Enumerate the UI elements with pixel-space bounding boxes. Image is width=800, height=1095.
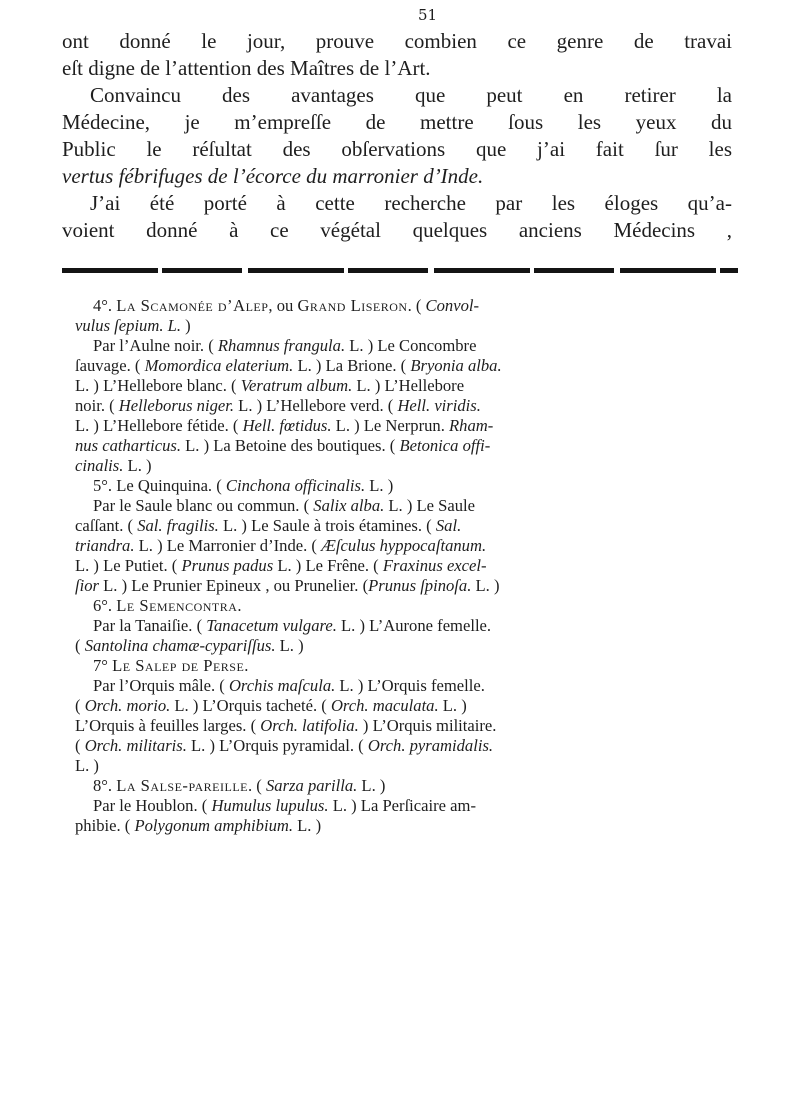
text-run: Humulus lupulus. <box>211 796 329 815</box>
text-run: . <box>244 656 249 675</box>
text-run: L. ) Le Prunier Epineux , ou Prunelier. ( <box>98 576 369 595</box>
text-line <box>75 336 727 356</box>
text-run: Le Semencontra <box>116 596 238 615</box>
text-line <box>75 356 727 376</box>
text-line <box>75 516 727 536</box>
text-run: 7° <box>93 656 113 675</box>
text-run: Helleborus niger. <box>118 396 235 415</box>
text-run: Cinchona officinalis. <box>225 476 366 495</box>
text-line <box>75 816 727 836</box>
section-heading-7 <box>75 656 727 676</box>
text-line <box>75 636 727 656</box>
text-run: Convol- <box>425 296 480 315</box>
text-run: L. ) L’Hellebore blanc. ( <box>75 376 241 395</box>
text-line: J’ai été porté à cette recherche par les éloges qu’a- <box>90 191 732 215</box>
text-run: noir. ( <box>75 396 119 415</box>
text-run: Rhamnus frangula. <box>217 336 346 355</box>
text-run: 8°. <box>93 776 117 795</box>
plant-list <box>75 296 727 836</box>
text-run: Par l’Orquis mâle. ( <box>93 676 229 695</box>
text-line <box>75 536 727 556</box>
text-run: ſior <box>75 576 99 595</box>
text-line: Public le réſultat des obſervations que j’ai fait ſur les <box>62 137 732 161</box>
text-run: L. ) L’Orquis femelle. <box>335 676 485 695</box>
text-run: Veratrum album. <box>240 376 353 395</box>
text-line <box>75 316 727 336</box>
text-run: L. ) Le Concombre <box>345 336 477 355</box>
text-run: Par le Saule blanc ou commun. ( <box>93 496 314 515</box>
text-run: Santolina chamæ-cypariſſus. <box>84 636 276 655</box>
text-run: Hell. viridis. <box>397 396 481 415</box>
text-run: ) L’Orquis militaire. <box>358 716 497 735</box>
text-run: L. ) <box>471 576 500 595</box>
text-run: L. ) Le Frêne. ( <box>273 556 383 575</box>
text-run: L. ) L’Hellebore <box>352 376 465 395</box>
section-heading-8 <box>75 776 727 796</box>
text-run: Tanacetum vulgare. <box>206 616 337 635</box>
text-run: Prunus padus <box>181 556 274 575</box>
text-line: ont donné le jour, prouve combien ce genre de travai <box>62 29 732 53</box>
text-line <box>75 556 727 576</box>
text-line: eſt digne de l’attention des Maîtres de l’Art. <box>62 56 431 80</box>
text-line <box>75 696 727 716</box>
text-run: cinalis. <box>75 456 124 475</box>
text-run: L. ) L’Hellebore verd. ( <box>234 396 398 415</box>
text-run: , ou <box>268 296 298 315</box>
text-run: L. ) La Perſicaire am- <box>328 796 476 815</box>
text-run: Fraxinus excel- <box>382 556 487 575</box>
text-run: L. ) L’Orquis tacheté. ( <box>170 696 331 715</box>
text-line: voient donné à ce végétal quelques anciens Médecins , <box>62 218 732 242</box>
text-run: ( <box>75 696 85 715</box>
text-run: L. ) La Brione. ( <box>293 356 411 375</box>
text-line <box>75 396 727 416</box>
text-run: L. ) Le Nerprun. <box>331 416 450 435</box>
text-run: Momordica elaterium. <box>144 356 294 375</box>
text-run: Rham- <box>449 416 494 435</box>
text-run: Betonica offi- <box>399 436 491 455</box>
text-run: Bryonia alba. <box>410 356 502 375</box>
text-run: nus catharticus. <box>75 436 182 455</box>
text-run: Orchis maſcula. <box>228 676 336 695</box>
text-run: phibie. ( <box>75 816 135 835</box>
text-run: L. ) Le Marronier d’Inde. ( <box>134 536 322 555</box>
text-run: L. ) La Betoine des boutiques. ( <box>181 436 400 455</box>
text-line <box>75 416 727 436</box>
text-run: Orch. militaris. <box>84 736 187 755</box>
text-run: L. ) <box>438 696 467 715</box>
text-run: La Salse-pareille <box>116 776 248 795</box>
text-run: ( <box>75 636 85 655</box>
text-line: vertus fébrifuges de l’écorce du marronier d’Inde. <box>62 164 484 188</box>
section-heading-4 <box>75 296 727 316</box>
text-run: . ( <box>248 776 266 795</box>
text-run: Orch. pyramidalis. <box>367 736 494 755</box>
text-line <box>75 496 727 516</box>
text-line <box>75 716 727 736</box>
text-run: Prunus ſpinoſa. <box>368 576 472 595</box>
text-run: L. ) <box>275 636 304 655</box>
text-line <box>75 736 727 756</box>
text-run: triandra. <box>75 536 135 555</box>
text-run: L. ) L’Orquis pyramidal. ( <box>186 736 368 755</box>
text-run: Æſculus hyppocaſtanum. <box>321 536 487 555</box>
text-run: L. ) Le Saule <box>384 496 476 515</box>
text-run: Par l’Aulne noir. ( <box>93 336 218 355</box>
text-run: ( <box>75 736 85 755</box>
body-paragraphs <box>62 28 732 244</box>
broken-rule-divider <box>62 268 738 273</box>
text-run: Par le Houblon. ( <box>93 796 212 815</box>
text-run: ) <box>181 316 191 335</box>
text-run: Sal. <box>435 516 462 535</box>
text-line <box>75 436 727 456</box>
text-run: L. ) Le Putiet. ( <box>75 556 182 575</box>
section-heading-5 <box>75 476 727 496</box>
text-run: . ( <box>407 296 426 315</box>
text-line <box>75 616 727 636</box>
text-run: La Scamonée d’Alep <box>116 296 269 315</box>
text-run: L. ) <box>293 816 322 835</box>
text-run: L. ) L’Hellebore fétide. ( <box>75 416 243 435</box>
page-number: 51 <box>418 6 438 24</box>
text-run: . <box>237 596 242 615</box>
text-line: Médecine, je m’empreſſe de mettre ſous les yeux du <box>62 110 732 134</box>
text-line <box>75 376 727 396</box>
text-run: 5°. Le Quinquina. ( <box>93 476 226 495</box>
text-line <box>75 676 727 696</box>
text-run: Sarza parilla. <box>265 776 358 795</box>
section-heading-6 <box>75 596 727 616</box>
text-run: ſauvage. ( <box>75 356 145 375</box>
text-run: Orch. morio. <box>84 696 171 715</box>
text-line <box>75 576 727 596</box>
text-run: Hell. fœtidus. <box>242 416 332 435</box>
text-run: Le Salep de Perse <box>112 656 245 675</box>
text-run: L. ) <box>357 776 386 795</box>
text-run: Orch. latifolia. <box>260 716 359 735</box>
text-line: Convaincu des avantages que peut en retirer la <box>90 83 732 107</box>
text-run: 4°. <box>93 296 117 315</box>
text-run: Orch. maculata. <box>330 696 439 715</box>
text-run: Polygonum amphibium. <box>134 816 294 835</box>
text-run: L. ) L’Aurone femelle. <box>336 616 492 635</box>
text-run: Par la Tanaiſie. ( <box>93 616 207 635</box>
text-run: Salix alba. <box>313 496 385 515</box>
text-run: vulus ſepium. L. <box>75 316 182 335</box>
text-run: L. ) Le Saule à trois étamines. ( <box>218 516 436 535</box>
text-run: caſſant. ( <box>75 516 138 535</box>
text-line <box>75 796 727 816</box>
text-run: L. ) <box>123 456 152 475</box>
text-run: 6°. <box>93 596 117 615</box>
text-run: L. ) <box>365 476 394 495</box>
text-run: L’Orquis à feuilles larges. ( <box>75 716 261 735</box>
text-run: Grand Liseron <box>297 296 408 315</box>
text-line <box>75 456 727 476</box>
text-run: Sal. fragilis. <box>137 516 219 535</box>
text-line: L. ) <box>75 756 99 775</box>
